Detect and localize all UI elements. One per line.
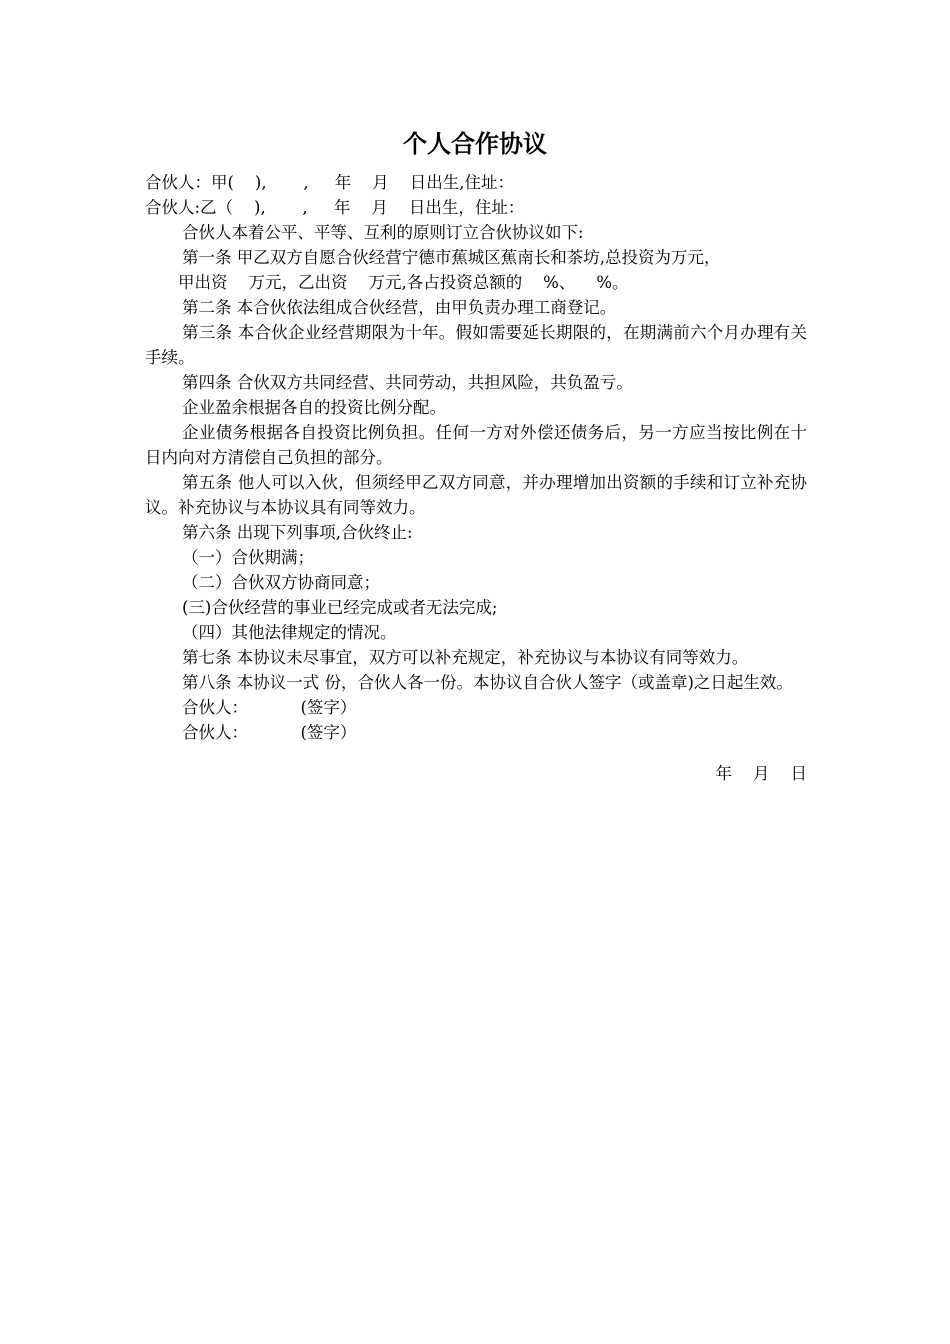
- intro-paragraph: 合伙人本着公平、平等、互利的原则订立合伙协议如下:: [182, 223, 584, 242]
- article-5: 第五条 他人可以入伙，但须经甲乙双方同意，并办理增加出资额的手续和订立补充协议。补充协议与本协议具有同等效力。: [145, 473, 807, 517]
- page-title: 个人合作协议: [403, 130, 547, 158]
- debt-clause: 企业债务根据各自投资比例负担。任何一方对外偿还债务后，另一方应当按比例在十日内向对方清偿自己负担的部分。: [145, 423, 807, 467]
- partner-b-line: 合伙人:乙（ ), , 年 月 日出生，住址：: [145, 198, 525, 217]
- article-1-line-1: 第一条 甲乙双方自愿合伙经营宁德市蕉城区蕉南长和茶坊,总投资为万元，: [182, 248, 721, 267]
- article-2: 第二条 本合伙依法组成合伙经营，由甲负责办理工商登记。: [182, 298, 617, 317]
- agreement-body: [145, 170, 807, 786]
- date-line: 年 月 日: [715, 764, 807, 783]
- signature-line-2: 合伙人： (签字）: [182, 723, 357, 742]
- partner-a-line: 合伙人：甲( ), , 年 月 日出生,住址：: [145, 173, 514, 192]
- signature-line-1: 合伙人： (签字）: [182, 698, 357, 717]
- termination-item-2: （二）合伙双方协商同意；: [182, 573, 380, 592]
- article-1-line-2: 甲出资 万元，乙出资 万元,各占投资总额的 %、 %。: [178, 273, 629, 292]
- article-4: 第四条 合伙双方共同经营、共同劳动，共担风险，共负盈亏。: [182, 373, 633, 392]
- article-6: 第六条 出现下列事项,合伙终止:: [182, 523, 413, 542]
- surplus-clause: 企业盈余根据各自的投资比例分配。: [182, 398, 446, 417]
- termination-item-1: （一）合伙期满；: [182, 548, 314, 567]
- termination-item-3: (三)合伙经营的事业已经完成或者无法完成;: [182, 598, 498, 617]
- termination-item-4: （四）其他法律规定的情况。: [182, 623, 397, 642]
- article-8: 第八条 本协议一式 份，合伙人各一份。本协议自合伙人签字（或盖章)之日起生效。: [182, 673, 793, 692]
- article-7: 第七条 本协议未尽事宜，双方可以补充规定，补充协议与本协议有同等效力。: [182, 648, 749, 667]
- article-3: 第三条 本合伙企业经营期限为十年。假如需要延长期限的，在期满前六个月办理有关手续。: [145, 323, 807, 367]
